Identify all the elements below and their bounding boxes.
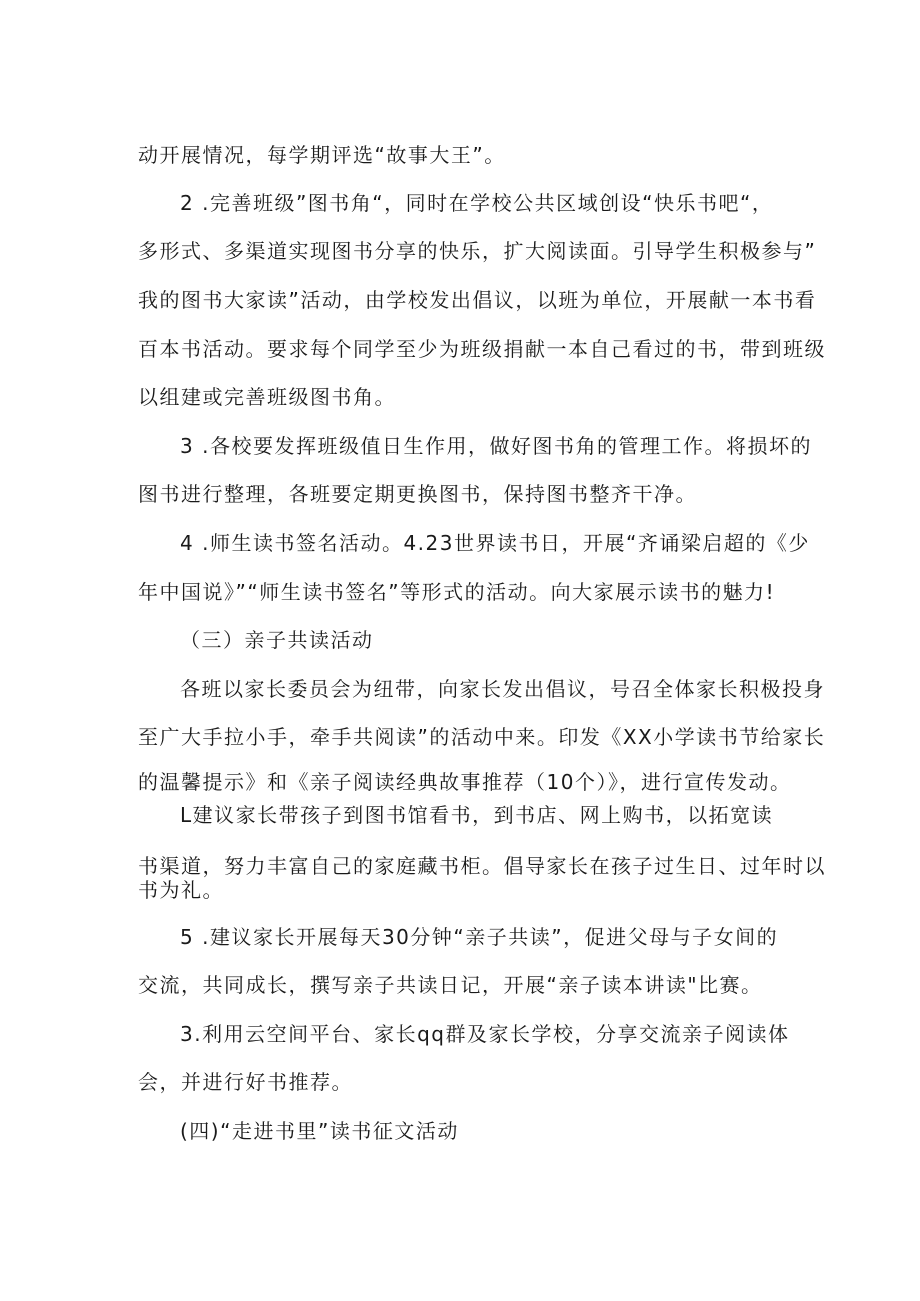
paragraph-line-13: 至广大手拉小手，牵手共阅读”的活动中来。印发《XX小学读书节给家长	[138, 725, 826, 749]
paragraph-line-4: 我的图书大家读”活动，由学校发出倡议，以班为单位，开展献一本书看	[138, 288, 817, 312]
paragraph-line-2: 2 .完善班级”图书角“，同时在学校公共区域创设“快乐书吧“，	[180, 191, 774, 215]
paragraph-line-18: 5 .建议家长开展每天30分钟“亲子共读”，促进父母与子女间的	[180, 925, 779, 949]
paragraph-line-3: 多形式、多渠道实现图书分享的快乐，扩大阅读面。引导学生积极参与”	[138, 239, 817, 263]
paragraph-line-21: 会，并进行好书推荐。	[138, 1070, 353, 1094]
paragraph-line-16: 书渠道，努力丰富自己的家庭藏书柜。倡导家长在孩子过生日、过年时以	[138, 854, 826, 878]
section-heading-3: （三）亲子共读活动	[180, 628, 374, 652]
paragraph-line-12: 各班以家长委员会为纽带，向家长发出倡议，号召全体家长积极投身	[180, 677, 825, 701]
paragraph-line-6: 以组建或完善班级图书角。	[138, 385, 396, 409]
paragraph-line-14: 的温馨提示》和《亲子阅读经典故事推荐（10个）》，进行宣传发动。	[138, 770, 792, 794]
paragraph-line-8: 图书进行整理，各班要定期更换图书，保持图书整齐干净。	[138, 482, 697, 506]
paragraph-line-20: 3.利用云空间平台、家长qq群及家长学校，分享交流亲子阅读体	[180, 1022, 790, 1046]
paragraph-line-9: 4 .师生读书签名活动。4.23世界读书日，开展“齐诵梁启超的《少	[180, 531, 810, 555]
paragraph-line-5: 百本书活动。要求每个同学至少为班级捐献一本自己看过的书，带到班级	[138, 337, 826, 361]
paragraph-line-15: L建议家长带孩子到图书馆看书，到书店、网上购书，以拓宽读	[180, 803, 774, 827]
paragraph-line-19: 交流，共同成长，撰写亲子共读日记，开展“亲子读本讲读"比赛。	[138, 973, 763, 997]
paragraph-line-1: 动开展情况，每学期评选“故事大王”。	[138, 143, 506, 167]
section-heading-4: (四)“走进书里”读书征文活动	[180, 1119, 459, 1143]
paragraph-line-7: 3 .各校要发挥班级值日生作用，做好图书角的管理工作。将损坏的	[180, 434, 812, 458]
paragraph-line-10: 年中国说》”“师生读书签名”等形式的活动。向大家展示读书的魅力!	[138, 580, 776, 604]
paragraph-line-17: 书为礼。	[138, 878, 224, 902]
